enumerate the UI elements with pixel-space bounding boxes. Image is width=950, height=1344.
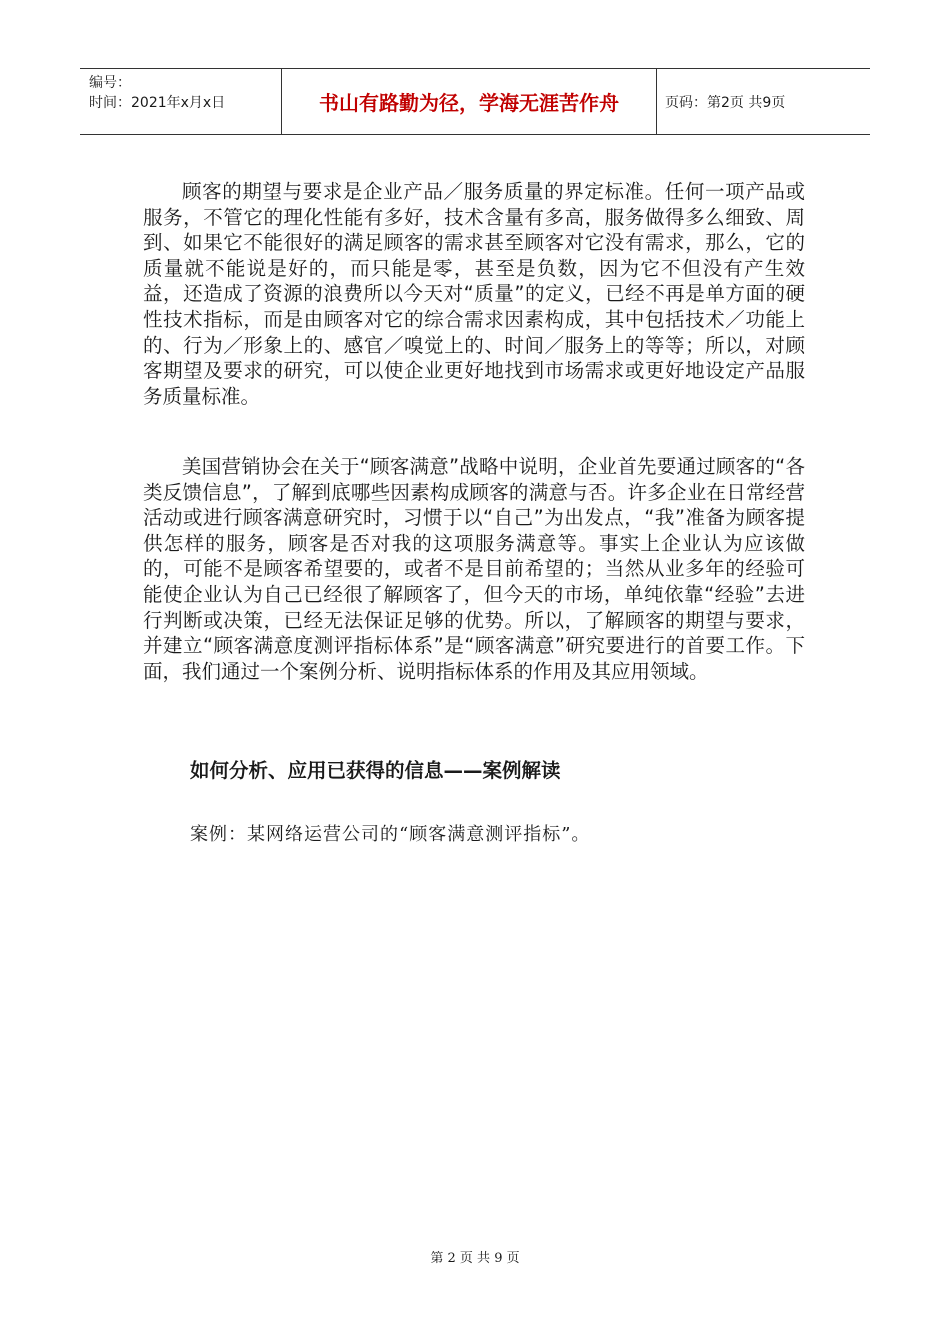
page-header [80, 68, 870, 135]
section-heading: 如何分析、应用已获得的信息——案例解读 [190, 759, 561, 782]
page-footer: 第 2 页 共 9 页 [430, 1251, 520, 1266]
body-paragraph: 顾客的期望与要求是企业产品／服务质量的界定标准。任何一项产品或服务，不管它的理化性能有多好，技术含量有多高，服务做得多么细致、周到、如果它不能很好的满足顾客的需求甚至顾客对它没有需求，那么，它的质量就不能说是好的，而只能是零，甚至是负数，因为它不但没有产生效益，还造成了资源的浪费所以今天对“质量”的定义，已经不再是单方面的硬性技术指标，而是由顾客对它的综合需求因素构成，其中包括技术／功能上的、行为／形象上的、感官／嗅觉上的、时间／服务上的等等；所以，对顾客期望及要求的研究，可以使企业更好地找到市场需求或更好地设定产品服务质量标准。 [143, 180, 805, 408]
header-meta [80, 69, 282, 134]
document-number-label: 编号： [89, 75, 131, 91]
header-motto: 书山有路勤为径，学海无涯苦作舟 [282, 69, 657, 134]
document-date: 时间：2021年x月x日 [89, 95, 226, 111]
header-page-info: 页码：第2页 共9页 [665, 94, 786, 111]
body-paragraph: 美国营销协会在关于“顾客满意”战略中说明，企业首先要通过顾客的“各类反馈信息”，了解到底哪些因素构成顾客的满意与否。许多企业在日常经营活动或进行顾客满意研究时，习惯于以“自己”为出发点，“我”准备为顾客提供怎样的服务，顾客是否对我的这项服务满意等。事实上企业认为应该做的，可能不是顾客希望要的，或者不是目前希望的；当然从业多年的经验可能使企业认为自己已经很了解顾客了，但今天的市场，单纯依靠“经验”去进行判断或决策，已经无法保证足够的优势。所以，了解顾客的期望与要求，并建立“顾客满意度测评指标体系”是“顾客满意”研究要进行的首要工作。下面，我们通过一个案例分析、说明指标体系的作用及其应用领域。 [143, 455, 805, 683]
case-line: 案例：某网络运营公司的“顾客满意测评指标”。 [190, 824, 591, 845]
